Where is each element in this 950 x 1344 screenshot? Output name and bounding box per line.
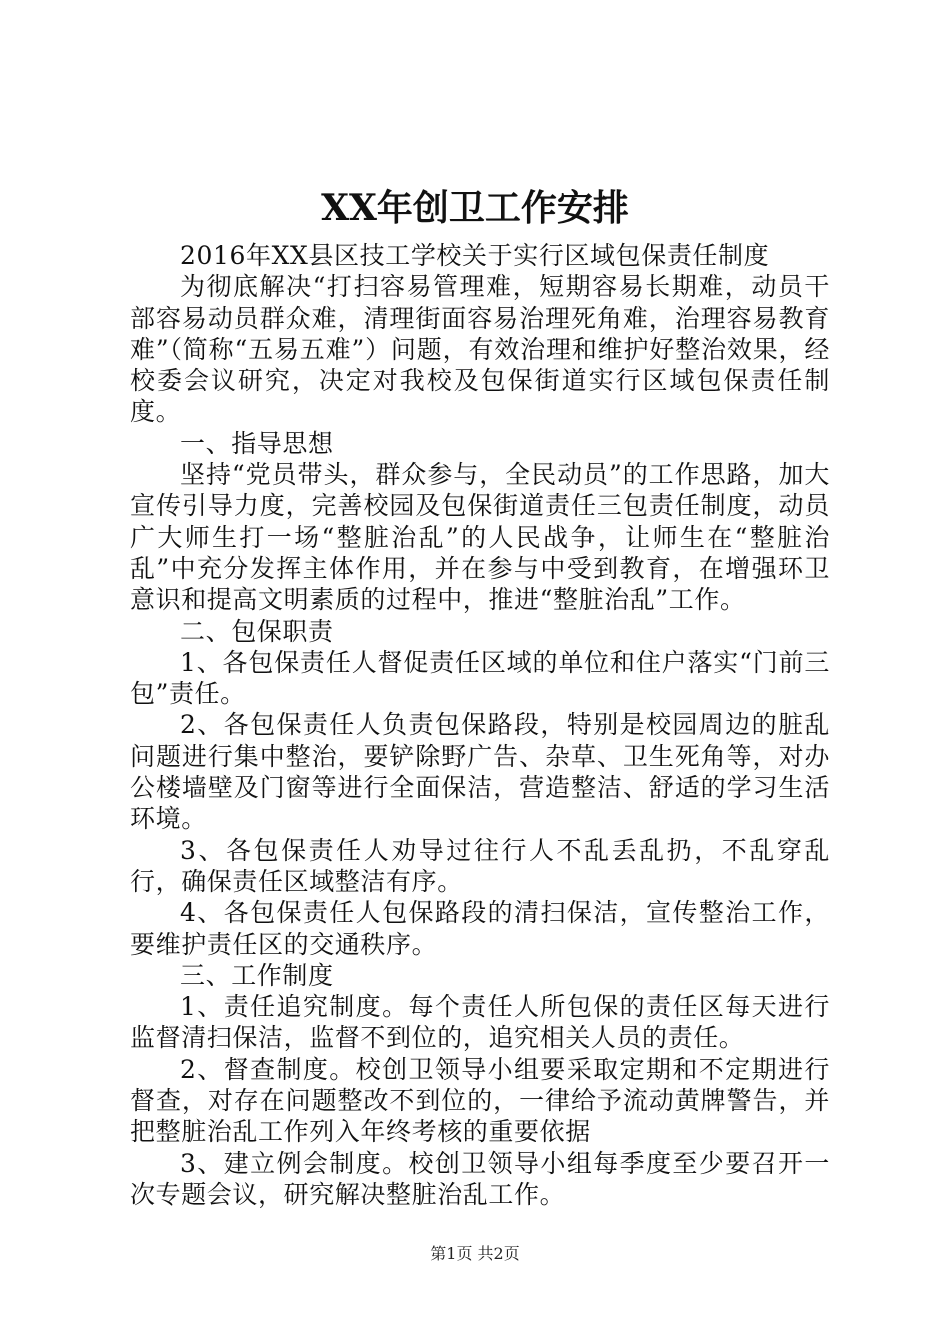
responsibility-item-2: 2、各包保责任人负责包保路段，特别是校园周边的脏乱问题进行集中整治，要铲除野广告、杂草、卫生死角等，对办公楼墙壁及门窗等进行全面保洁，营造整洁、舒适的学习生活环境。 <box>130 710 830 834</box>
document-title: XX年创卫工作安排 <box>321 187 629 229</box>
responsibility-item-4: 4、各包保责任人包保路段的清扫保洁，宣传整治工作，要维护责任区的交通秩序。 <box>130 898 830 959</box>
intro-paragraph: 为彻底解决“打扫容易管理难，短期容易长期难，动员干部容易动员群众难，清理街面容易治理死角难，治理容易教育难”（简称“五易五难”）问题，有效治理和维护好整治效果，经校委会议研究，决定对我校及包保街道实行区域包保责任制度。 <box>130 272 830 427</box>
subtitle-paragraph: 2016年XX县区技工学校关于实行区域包保责任制度 <box>180 241 770 270</box>
document-body <box>130 240 830 1210</box>
section-heading-responsibilities: 二、包保职责 <box>180 616 334 646</box>
page-footer: 第1页 共2页 <box>430 1244 520 1263</box>
work-system-item-3: 3、建立例会制度。校创卫领导小组每季度至少要召开一次专题会议，研究解决整脏治乱工作。 <box>130 1148 830 1209</box>
work-system-item-1: 1、责任追究制度。每个责任人所包保的责任区每天进行监督清扫保洁，监督不到位的，追究相关人员的责任。 <box>130 992 830 1053</box>
section-heading-work-system: 三、工作制度 <box>180 960 334 990</box>
responsibility-item-1: 1、各包保责任人督促责任区域的单位和住户落实“门前三包”责任。 <box>130 647 830 709</box>
guiding-thought-paragraph: 坚持“党员带头，群众参与，全民动员”的工作思路，加大宣传引导力度，完善校园及包保街道责任三包责任制度，动员广大师生打一场“整脏治乱”的人民战争，让师生在“整脏治乱”中充分发挥主体作用，并在参与中受到教育，在增强环卫意识和提高文明素质的过程中，推进“整脏治乱”工作。 <box>130 460 830 615</box>
work-system-item-2: 2、督查制度。校创卫领导小组要采取定期和不定期进行督查，对存在问题整改不到位的，一律给予流动黄牌警告，并把整脏治乱工作列入年终考核的重要依据 <box>130 1054 830 1147</box>
responsibility-item-3: 3、各包保责任人劝导过往行人不乱丢乱扔，不乱穿乱行，确保责任区域整洁有序。 <box>130 835 830 896</box>
section-heading-guiding-thought: 一、指导思想 <box>180 428 334 458</box>
